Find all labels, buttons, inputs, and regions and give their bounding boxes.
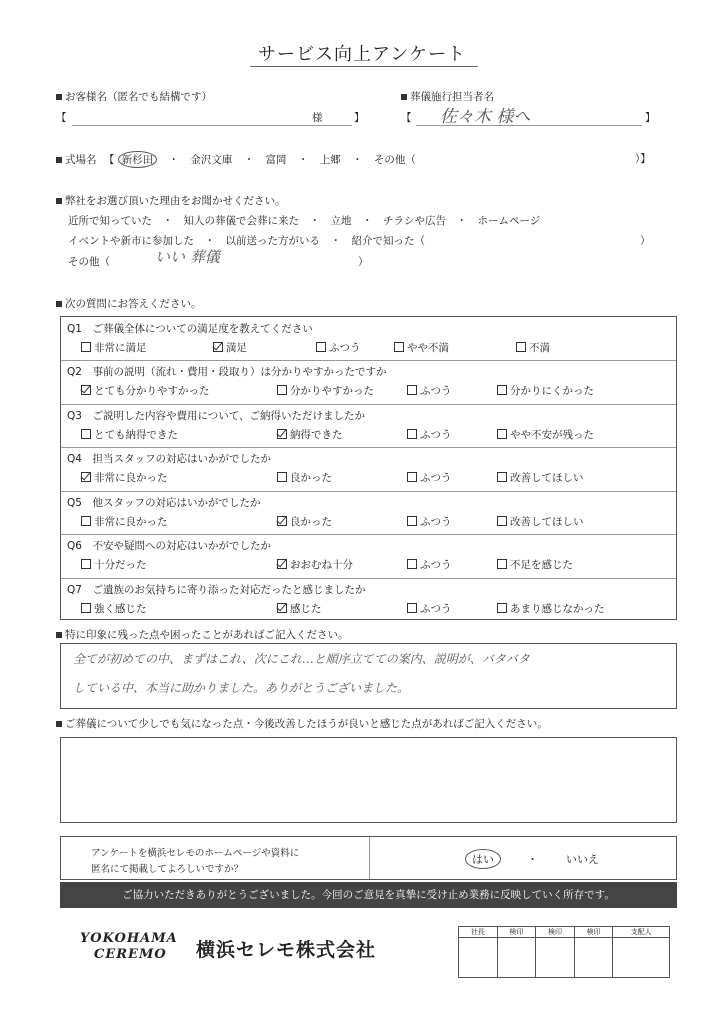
bullet-square-icon [56,632,62,638]
checkbox-icon[interactable] [407,559,417,569]
answer-option[interactable] [81,427,178,442]
answer-option[interactable] [277,514,332,529]
company-name: 横浜セレモ株式会社 [196,939,377,961]
impression-handwritten-line1: 全てが初めての中、まずはこれ、次にこれ…と順序立てての案内、説明が、バタバタ [73,652,530,666]
answer-option[interactable] [394,340,449,355]
venue-option[interactable]: 金沢文庫 [190,154,233,166]
question-text: Q5 他スタッフの対応はいかがでしたか [67,496,261,509]
answer-option[interactable] [213,340,247,355]
stamp-header: 支配人 [613,927,670,938]
checkbox-icon[interactable] [497,429,507,439]
question-divider [61,534,676,535]
answer-option[interactable] [81,601,147,616]
customer-bracket-open: 【 [56,112,67,124]
answer-option-label: 納得できた [290,428,343,441]
checkbox-checked-icon[interactable] [213,342,223,352]
answer-option[interactable] [497,514,584,529]
answer-option-label: ふつう [420,385,452,398]
improve-textarea[interactable] [60,737,677,823]
stamp-cell[interactable] [497,938,536,978]
venue-bracket-open: 【 [103,154,115,166]
answer-option[interactable] [407,383,452,398]
answer-option-label: 良かった [290,472,332,485]
staff-name-label: 葬儀施行担当者名 [401,89,494,104]
answer-option-label: やや不満 [407,342,449,354]
stamp-cell[interactable] [536,938,575,978]
checkbox-icon[interactable] [277,472,287,482]
impression-handwritten-line2: している中、本当に助かりました。ありがとうございました。 [73,681,410,695]
question-divider [61,360,676,361]
bullet-square-icon [56,198,62,204]
answer-option-label: 感じた [290,602,322,615]
venue-option[interactable]: 富岡 [265,154,287,166]
answer-option-label: ふつう [420,515,452,528]
answer-option[interactable] [277,383,374,398]
answer-option-label: あまり感じなかった [510,602,605,615]
answer-option-label: 改善してほしい [510,472,584,485]
answer-option[interactable] [316,340,361,355]
impression-textarea[interactable] [60,643,677,709]
consent-divider [369,837,370,879]
checkbox-icon[interactable] [81,342,91,352]
answer-option-label: おおむね十分 [290,559,353,572]
customer-name-field[interactable] [72,125,352,126]
staff-name-handwritten: 佐々木 様へ [440,107,531,127]
checkbox-checked-icon[interactable] [277,603,287,613]
checkbox-icon[interactable] [316,342,326,352]
answer-option-label: 非常に満足 [94,342,147,354]
answer-option-label: 分かりやすかった [290,385,374,398]
bullet-square-icon [56,721,62,727]
answer-option[interactable] [497,557,573,572]
checkbox-icon[interactable] [277,385,287,395]
answer-option-label: とても分かりやすかった [94,385,210,398]
reason-options-line1[interactable]: 近所で知っていた ・ 知人の葬儀で会葬に来た ・ 立地 ・ チラシや広告 ・ ホームページ [68,215,541,227]
checkbox-checked-icon[interactable] [81,385,91,395]
question-text: Q1 ご葬儀全体についての満足度を教えてください [67,323,313,335]
answer-option[interactable] [407,427,452,442]
answer-option-label: 十分だった [94,559,147,572]
stamp-header: 社長 [459,927,498,938]
checkbox-icon[interactable] [407,429,417,439]
reason-label-row: 弊社をお選び頂いた理由をお聞かせください。 [56,193,286,208]
answer-option-label: 非常に良かった [94,472,168,485]
stamp-cell[interactable] [613,938,670,978]
questions-label-row: 次の質問にお答えください。 [56,296,202,311]
venue-option-other[interactable]: その他（ [373,154,416,166]
answer-option[interactable] [277,427,343,442]
consent-yes-circled[interactable]: はい [465,849,501,869]
answer-option[interactable] [516,340,550,355]
stamp-cell[interactable] [459,938,498,978]
venue-sep: ・ [168,154,180,166]
question-divider [61,404,676,405]
staff-bracket-open: 【 [401,112,412,124]
page-title: サービス向上アンケート [258,44,466,65]
venue-option[interactable]: 上郷 [319,154,341,166]
answer-option-label: ふつう [420,602,452,615]
answer-option-label: とても納得できた [94,428,178,441]
checkbox-icon[interactable] [81,516,91,526]
reason-line2-close: ） [640,235,651,247]
bullet-square-icon [56,301,62,307]
questions-box [60,316,677,620]
answer-option-label: 良かった [290,515,332,528]
answer-option[interactable] [497,601,605,616]
venue-bracket-close: ）】 [635,153,651,165]
checkbox-icon[interactable] [497,603,507,613]
consent-dot: ・ [527,853,538,866]
answer-option[interactable] [81,383,210,398]
question-text: Q3 ご説明した内容や費用について、ご納得いただけましたか [67,409,366,422]
answer-option[interactable] [407,557,452,572]
venue-label: 式場名 [65,154,97,166]
stamp-cell[interactable] [574,938,613,978]
question-divider [61,578,676,579]
venue-sep: ・ [243,154,255,166]
staff-name-field[interactable] [416,125,642,126]
bullet-square-icon [56,94,62,100]
checkbox-icon[interactable] [407,385,417,395]
company-logo [80,931,180,967]
checkbox-checked-icon[interactable] [277,516,287,526]
consent-no[interactable]: いいえ [566,853,599,866]
checkbox-icon[interactable] [497,385,507,395]
answer-option[interactable] [81,470,168,485]
checkbox-icon[interactable] [497,516,507,526]
answer-option-label: 不足を感じた [510,559,573,572]
answer-option-label: ふつう [420,472,452,485]
impression-label-row: 特に印象に残った点や困ったことがあればご記入ください。 [56,627,349,642]
title-underline [250,66,478,67]
venue-option-circled[interactable]: 新杉田 [118,151,158,168]
answer-option-label: やや不安が残った [510,428,594,441]
answer-option[interactable] [81,340,147,355]
staff-bracket-close: 】 [645,112,656,124]
venue-row [56,151,416,168]
answer-option[interactable] [497,470,584,485]
question-text: Q7 ご遺族のお気持ちに寄り添った対応だったと感じましたか [67,583,366,596]
reason-options-line2[interactable]: イベントや新市に参加した ・ 以前送った方がいる ・ 紹介で知った（ [68,235,425,247]
question-text: Q6 不安や疑問への対応はいかがでしたか [67,540,271,553]
answer-option[interactable] [81,514,168,529]
logo-line2: CEREMO [94,947,167,962]
logo-line1: YOKOHAMA [80,931,178,946]
checkbox-icon[interactable] [497,472,507,482]
answer-option-label: 非常に良かった [94,515,168,528]
approval-stamp-table [458,926,670,978]
answer-option-label: 強く感じた [94,602,147,615]
venue-sep: ・ [297,154,309,166]
reason-other-label: その他（ [68,256,110,268]
answer-option-label: 改善してほしい [510,515,584,528]
answer-option[interactable] [497,383,594,398]
checkbox-icon[interactable] [81,559,91,569]
bullet-square-icon [401,94,407,100]
answer-option-label: ふつう [420,428,452,441]
consent-text2: 匿名にて掲載してよろしいですか？ [91,864,244,875]
checkbox-icon[interactable] [407,603,417,613]
answer-option[interactable] [277,470,332,485]
answer-option[interactable] [497,427,594,442]
stamp-header: 検印 [497,927,536,938]
answer-option[interactable] [277,557,353,572]
checkbox-checked-icon[interactable] [277,559,287,569]
bullet-square-icon [56,157,62,163]
question-text: Q2 事前の説明（流れ・費用・段取り）は分かりやすかったですか [67,366,387,379]
question-divider [61,447,676,448]
answer-option[interactable] [277,601,322,616]
answer-option[interactable] [407,470,452,485]
customer-name-label: お客様名（匿名でも結構です） [56,89,212,104]
customer-suffix: 様 [312,112,323,124]
consent-box [60,836,677,880]
answer-option-label: 分かりにくかった [510,385,594,398]
stamp-header: 検印 [574,927,613,938]
thanks-banner: ご協力いただきありがとうございました。今回のご意見を真摯に受け止め業務に反映していく所存です。 [60,882,677,908]
question-divider [61,491,676,492]
answer-option-label: 満足 [226,342,247,354]
checkbox-icon[interactable] [81,429,91,439]
question-text: Q4 担当スタッフの対応はいかがでしたか [67,453,271,466]
checkbox-icon[interactable] [81,603,91,613]
improve-label-row: ご葬儀について少しでも気になった点・今後改善したほうが良いと感じた点があればご記入ください。 [56,716,548,731]
reason-other-handwritten: いい 葬儀 [155,248,220,266]
checkbox-icon[interactable] [516,342,526,352]
checkbox-icon[interactable] [407,516,417,526]
checkbox-icon[interactable] [407,472,417,482]
answer-option[interactable] [81,557,147,572]
checkbox-icon[interactable] [497,559,507,569]
answer-option[interactable] [407,601,452,616]
venue-sep: ・ [352,154,363,166]
checkbox-checked-icon[interactable] [277,429,287,439]
answer-option-label: ふつう [329,342,361,354]
checkbox-checked-icon[interactable] [81,472,91,482]
reason-other-close: ） [358,256,369,268]
stamp-header: 検印 [536,927,575,938]
checkbox-icon[interactable] [394,342,404,352]
consent-text1: アンケートを横浜セレモのホームページや資料に [91,848,300,859]
answer-option[interactable] [407,514,452,529]
customer-bracket-close: 】 [354,112,365,124]
answer-option-label: 不満 [529,342,550,354]
answer-option-label: ふつう [420,559,452,572]
